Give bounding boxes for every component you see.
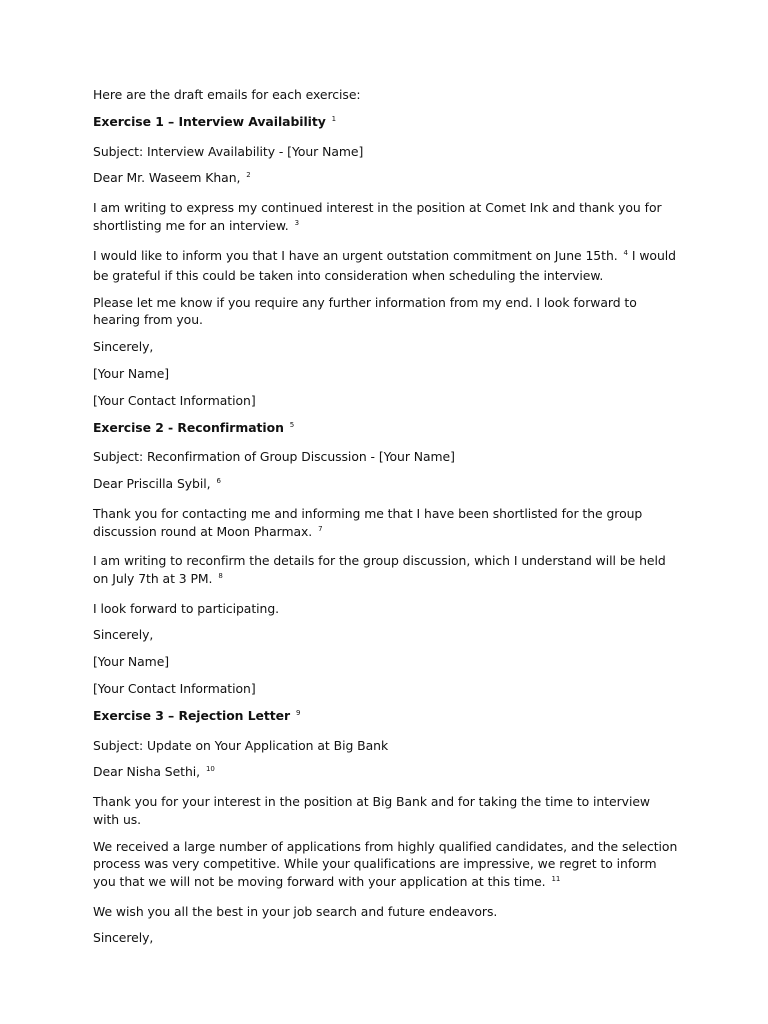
exercise-1-paragraph-1: I am writing to express my continued interest in the position at Comet Ink and thank you for shortlisting me for an interview. $^3$ [93, 200, 662, 233]
exercise-1-heading: Exercise 1 – Interview Availability $^1$ [93, 113, 337, 129]
exercise-2-greeting: Dear Priscilla Sybil, $^6$ [93, 476, 221, 492]
exercise-2-heading: Exercise 2 - Reconfirmation $^5$ [93, 419, 295, 435]
intro-text: Here are the draft emails for each exercise: [93, 87, 361, 102]
exercise-3-closing: Sincerely, [93, 930, 154, 946]
exercise-1-closing: Sincerely, [93, 339, 154, 355]
exercise-2-closing: Sincerely, [93, 627, 154, 643]
exercise-2-contact: [Your Contact Information] [93, 681, 256, 697]
footnote-ref[interactable]: 11 [551, 874, 561, 883]
exercise-1-contact: [Your Contact Information] [93, 392, 256, 408]
footnote-ref[interactable]: 1 [331, 114, 337, 123]
exercise-1-paragraph-3: Please let me know if you require any further information from my end. I look forward to hearing from you. [93, 294, 637, 328]
exercise-2-paragraph-3: I look forward to participating. [93, 600, 280, 616]
exercise-3-greeting: Dear Nisha Sethi, $^{10}$ [93, 764, 215, 780]
exercise-2-name: [Your Name] [93, 654, 170, 670]
exercise-1-subject: Subject: Interview Availability - [Your Name] [93, 143, 364, 159]
exercise-3-paragraph-1: Thank you for your interest in the position at Big Bank and for taking the time to interview with us. [93, 794, 650, 827]
footnote-ref[interactable]: 3 [294, 218, 299, 227]
exercise-3-subject: Subject: Update on Your Application at Big Bank [93, 737, 389, 753]
exercise-1-paragraph-2: I would like to inform you that I have an urgent outstation commitment on June 15th. $^4$ I would be grateful if this could be taken into consideration when scheduling the interview. [93, 247, 676, 284]
exercise-1-greeting: Dear Mr. Waseem Khan, $^2$ [93, 170, 251, 186]
footnote-ref[interactable]: 10 [205, 765, 215, 774]
footnote-ref[interactable]: 7 [318, 524, 323, 533]
exercise-1-name: [Your Name] [93, 366, 170, 382]
exercise-3-paragraph-3: We wish you all the best in your job search and future endeavors. [93, 903, 498, 919]
footnote-ref[interactable]: 8 [218, 571, 223, 580]
footnote-ref[interactable]: 9 [295, 708, 301, 717]
exercise-2-paragraph-2: I am writing to reconfirm the details for the group discussion, which I understand will be held on July 7th at 3 PM. $^8$ [93, 553, 666, 586]
exercise-2-subject: Subject: Reconfirmation of Group Discussion - [Your Name] [93, 449, 455, 465]
exercise-3-heading: Exercise 3 – Rejection Letter $^9$ [93, 707, 301, 723]
exercise-2-paragraph-1: Thank you for contacting me and informing me that I have been shortlisted for the group discussion round at Moon Pharmax. $^7$ [93, 505, 643, 539]
exercise-3-paragraph-2: We received a large number of applications from highly qualified candidates, and the selection process was very competitive. While your qualifications are impressive, we regret to inform you that we will not be moving forward with your application at this time. $^{11}$ [93, 838, 678, 889]
footnote-ref[interactable]: 6 [216, 477, 221, 486]
footnote-ref[interactable]: 2 [246, 171, 251, 180]
footnote-ref[interactable]: 5 [289, 420, 295, 429]
footnote-ref[interactable]: 4 [623, 248, 628, 257]
